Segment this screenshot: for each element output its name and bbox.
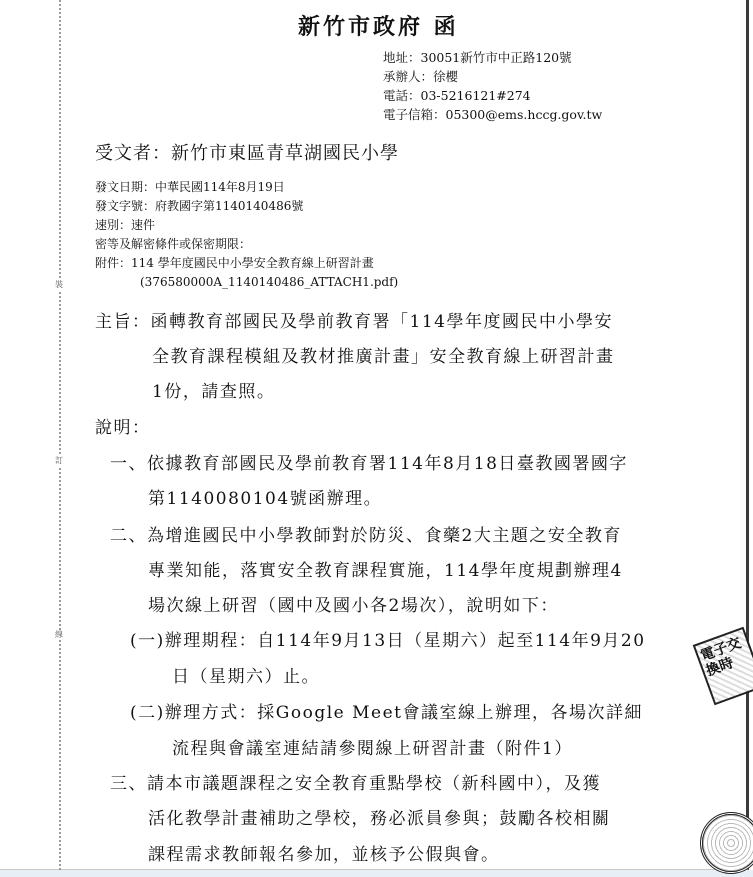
item-1-line-2: 第1140080104號函辦理。 xyxy=(148,489,383,509)
viewer-bottom-strip xyxy=(0,870,753,877)
secrecy-level: 密等及解密條件或保密期限： xyxy=(95,237,252,251)
recipient: 受文者：新竹市東區青草湖國民小學 xyxy=(95,143,399,164)
document-number: 發文字號：府教國字第1140140486號 xyxy=(95,199,304,213)
item-1-line-1: 一、依據教育部國民及學前教育署114年8月18日臺教國署國字 xyxy=(110,454,628,474)
item-3-line-2: 活化教學計畫補助之學校，務必派員參與；鼓勵各校相關 xyxy=(148,809,611,829)
binding-mark-zhuang: 裝 xyxy=(55,280,63,289)
attachment: 附件：114 學年度國民中小學安全教育線上研習計畫 xyxy=(95,256,374,270)
delivery-speed: 速別：速件 xyxy=(95,218,156,232)
page-seal xyxy=(700,812,753,874)
item-2-1-line-2: 日（星期六）止。 xyxy=(172,667,320,687)
sender-address: 地址：30051新竹市中正路120號 xyxy=(383,50,572,65)
binding-dotted-line xyxy=(59,0,61,870)
issue-date: 發文日期：中華民國114年8月19日 xyxy=(95,180,285,194)
explanation-heading: 說明： xyxy=(95,418,151,438)
sender-phone: 電話：03-5216121#274 xyxy=(383,88,531,103)
item-2-1-line-1: (一)辦理期程：自114年9月13日（星期六）起至114年9月20 xyxy=(130,631,646,651)
electronic-exchange-stamp: 電子交換時 xyxy=(693,627,753,706)
item-2-line-2: 專業知能，落實安全教育課程實施，114學年度規劃辦理4 xyxy=(148,561,623,581)
item-3-line-3: 課程需求教師報名參加，並核予公假與會。 xyxy=(148,845,500,865)
item-3-line-1: 三、請本市議題課程之安全教育重點學校（新科國中），及獲 xyxy=(110,774,601,794)
item-2-line-3: 場次線上研習（國中及國小各2場次），說明如下： xyxy=(148,596,559,616)
subject-line-1: 主旨：函轉教育部國民及學前教育署「114學年度國民中小學安 xyxy=(95,312,613,332)
binding-mark-xian: 線 xyxy=(55,630,63,639)
subject-line-3: 1份，請查照。 xyxy=(152,382,276,402)
sender-contact: 承辦人：徐櫻 xyxy=(383,69,459,84)
item-2-line-1: 二、為增進國民中小學教師對於防災、食藥2大主題之安全教育 xyxy=(110,526,622,546)
attachment-file: (376580000A_1140140486_ATTACH1.pdf) xyxy=(140,275,399,289)
sender-email: 電子信箱：05300@ems.hccg.gov.tw xyxy=(383,107,603,122)
binding-mark-ding: 訂 xyxy=(55,456,63,465)
item-2-2-line-2: 流程與會議室連結請參閱線上研習計畫（附件1） xyxy=(172,739,573,759)
document-title: 新竹市政府 函 xyxy=(298,14,459,40)
subject-line-2: 全教育課程模組及教材推廣計畫」安全教育線上研習計畫 xyxy=(152,347,615,367)
item-2-2-line-1: (二)辦理方式：採Google Meet會議室線上辦理，各場次詳細 xyxy=(130,703,643,723)
